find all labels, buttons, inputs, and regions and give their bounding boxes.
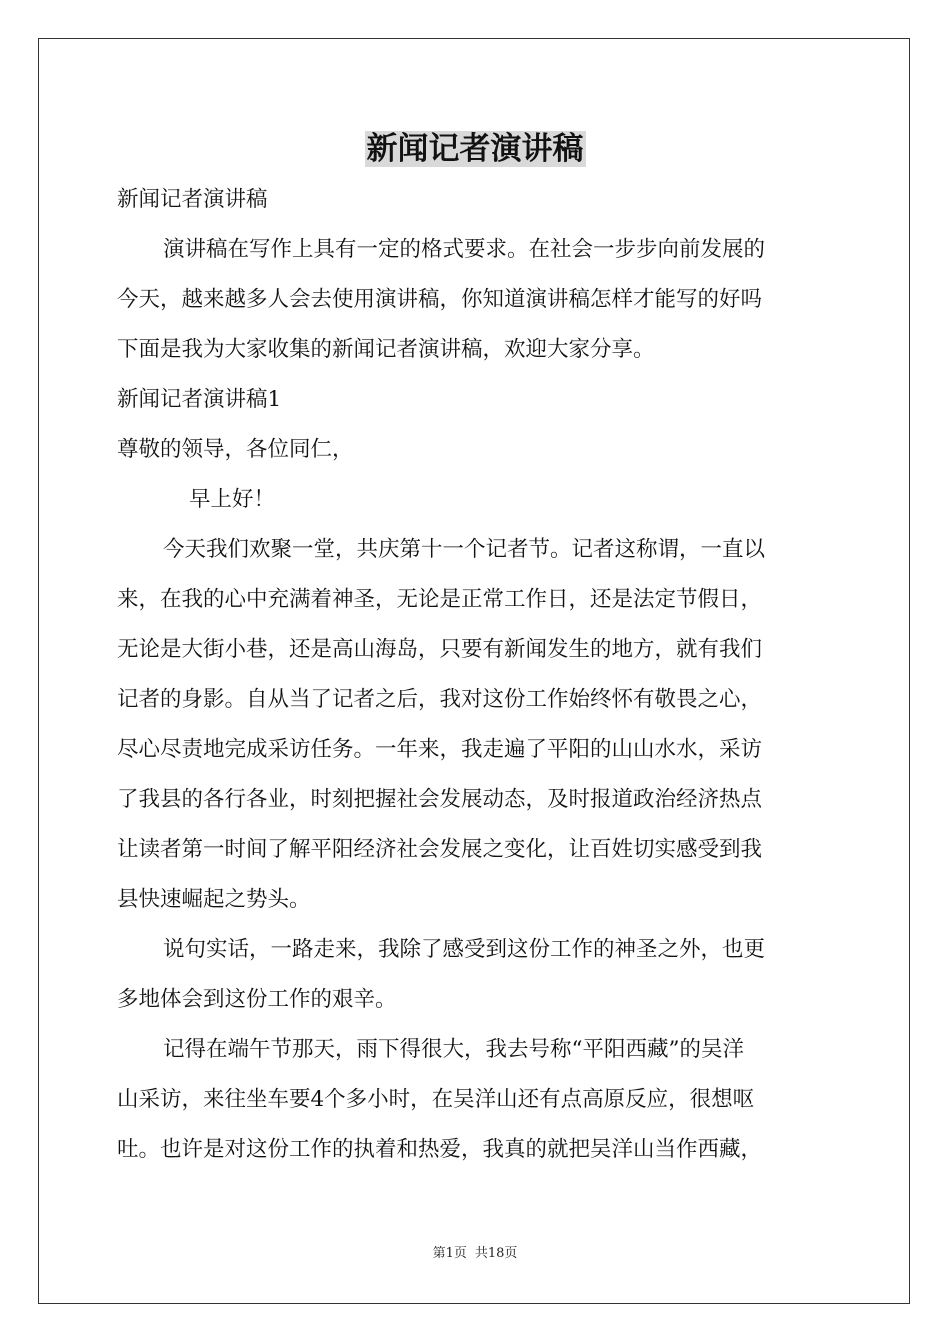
body-line: 无论是大街小巷，还是高山海岛，只要有新闻发生的地方，就有我们 — [117, 637, 763, 662]
body-line: 记者的身影。自从当了记者之后，我对这份工作始终怀有敬畏之心， — [117, 687, 763, 712]
page-footer — [0, 1244, 950, 1264]
body-line: 来，在我的心中充满着神圣，无论是正常工作日，还是法定节假日， — [117, 587, 763, 612]
body-line: 新闻记者演讲稿 — [117, 187, 268, 212]
body-line: 记得在端午节那天，雨下得很大，我去号称“平阳西藏”的吴洋 — [163, 1037, 744, 1062]
body-line: 县快速崛起之势头。 — [117, 887, 311, 912]
body-line: 演讲稿在写作上具有一定的格式要求。在社会一步步向前发展的 — [163, 237, 766, 262]
page-number: 第1页 — [432, 1246, 467, 1261]
body-line: 下面是我为大家收集的新闻记者演讲稿，欢迎大家分享。 — [117, 337, 655, 362]
greeting: 早上好！ — [189, 487, 276, 512]
section-heading: 新闻记者演讲稿1 — [117, 387, 282, 412]
body-line: 今天我们欢聚一堂，共庆第十一个记者节。记者这称谓，一直以 — [163, 537, 766, 562]
document-body — [117, 175, 835, 1175]
body-line: 今天，越来越多人会去使用演讲稿，你知道演讲稿怎样才能写的好吗 — [117, 287, 763, 312]
body-line: 让读者第一时间了解平阳经济社会发展之变化，让百姓切实感受到我 — [117, 837, 763, 862]
salutation: 尊敬的领导，各位同仁， — [117, 437, 354, 462]
body-line: 山采访，来往坐车要4个多小时，在吴洋山还有点高原反应，很想呕 — [117, 1087, 755, 1112]
page-total: 共18页 — [474, 1246, 518, 1261]
body-line: 尽心尽责地完成采访任务。一年来，我走遍了平阳的山山水水，采访 — [117, 737, 763, 762]
body-line: 吐。也许是对这份工作的执着和热爱，我真的就把吴洋山当作西藏， — [117, 1137, 763, 1162]
document-title — [0, 124, 950, 174]
document-title-text: 新闻记者演讲稿 — [366, 131, 584, 167]
body-line: 多地体会到这份工作的艰辛。 — [117, 987, 397, 1012]
body-line: 说句实话，一路走来，我除了感受到这份工作的神圣之外，也更 — [163, 937, 766, 962]
body-line: 了我县的各行各业，时刻把握社会发展动态，及时报道政治经济热点 — [117, 787, 763, 812]
